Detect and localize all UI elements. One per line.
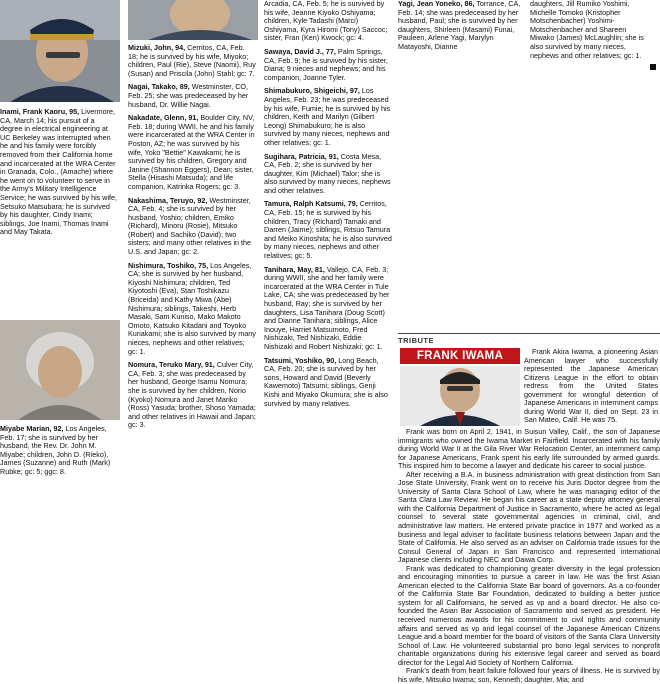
obituary-entry bbox=[128, 83, 256, 109]
column-5 bbox=[530, 0, 650, 65]
tribute-name-banner: FRANK IWAMA bbox=[400, 348, 520, 364]
obituary-text: Palm Springs, CA, Feb. 9; he is survived by his sister, Diana; 9 nieces and nephews; and his companion, Joanne Tyler. bbox=[264, 46, 388, 82]
obituary-text: Cerritos, CA, Feb. 15; he is survived by his children, Tracy (Richard) Tamaki and Darren (Jaime); siblings, Ritsuo Tamura and Meiko Kinoshita; he is also survived by many nieces, nephews and other relatives; gc: 5. bbox=[264, 199, 392, 261]
obituary-text: Westminster, CA, Feb. 4; she is survived by her husband, Yoshio; children, Emiko (Richard), Minoru (Rosie), Mitsuko (Robert) and Sachiko (David); two sisters; and many other relatives in the U.S. and Japan; gc: 2. bbox=[128, 195, 252, 257]
column-4 bbox=[398, 0, 524, 57]
obituary-text: Los Angeles, Feb. 17; she is survived by her husband, the Rev. Dr. John M. Miyabe; children, John D. (Rieko), James (Suzanne) and Ruth (Mark) Rubke; gc: 5; ggc: 8. bbox=[0, 424, 111, 476]
obituary-name: Sugihara, Patricia, 91, bbox=[264, 151, 339, 161]
obituary-text: Cerritos, CA, Feb. 18; he is survived by his wife, Miyoko; children, Paul (Rie), Steve (Naomi), Ruy (Susan) and Priscila (John) Stahl; gc: 7. bbox=[128, 43, 256, 78]
obituary-name: Inami, Frank Kaoru, 95, bbox=[0, 107, 80, 116]
obituary-entry bbox=[264, 153, 392, 196]
obituary-text: Vallejo, CA, Feb. 3; during WWII, she and her family were incarcerated at the WRA Center in Tule Lake, CA; she was predeceased by her husband, Ray; she is survived by her daughters, Lisa Tanihara (Doug Scott) and Dianne Tanihara; siblings, Alice Inouye, Harriet Matsumoto, Fred Nishizaki, Ted Nishizaki, Eddie Nishizaki and Robert Nishizaki; gc: 1. bbox=[264, 264, 390, 351]
obituary-name: Nomura, Teruko Mary, 91, bbox=[128, 360, 215, 370]
obituary-name: Sawaya, David J., 77, bbox=[264, 46, 336, 56]
obituary-name: Miyabe Marian, 92, bbox=[0, 424, 64, 433]
obituary-text: Culver City, CA, Feb. 3; she was predeceased by her husband, George Isamu Nomura; she is survived by her children, Norio (Kyoko) Nomura and Janet Mariko (Ross) Yasuda; brother, Shoso Yamada; and other relatives in Hawaii and Japan; gc: 3. bbox=[128, 360, 256, 430]
obituary-entry bbox=[264, 266, 392, 352]
portrait-photo-frank-iwama bbox=[400, 366, 520, 426]
obituary-name: Tamura, Ralph Katsumi, 79, bbox=[264, 199, 358, 209]
obituary-name: Nagai, Takako, 89, bbox=[128, 82, 190, 92]
obituary-entry bbox=[0, 425, 118, 477]
obituary-text: Long Beach, CA, Feb. 20; she is survived by her sons, Howard and David (Beverly Kawemoto) Tatsumi; siblings, Genji Kishi and Miyako Okumura; she is also survived by many relatives. bbox=[264, 355, 388, 408]
column-3 bbox=[264, 0, 392, 413]
obituary-entry bbox=[0, 108, 118, 237]
obituary-name: Mizuki, John, 94, bbox=[128, 43, 186, 52]
obituary-text: Livermore, CA, March 14; his pursuit of a degree in electrical engineering at UC Berkeley was interrupted when he and his family were forcibly removed from their California home and incarcerated at the WRA Center in Granada, Colo., (Amache) where he went on to volunteer to serve in the Army's Military Intelligence Service; he was survived by his wife, Setsuko Matsubara; he is survived by his daughter, Cindy Inami; siblings, Joe Inami, Thomas Inami and May Takata. bbox=[0, 107, 118, 237]
obituary-entry bbox=[128, 44, 256, 78]
tribute-paragraph-intro: Frank Akira Iwama, a pioneering Asian American lawyer who successfully represented the Japanese American Citizens League in the effort to obtain redress from the United States government for wrongful detention of Japanese Americans in internment camps during World War II, died on Sept. 23 in San Mateo, Calif. He was 75. bbox=[524, 347, 658, 425]
obituary-entry bbox=[264, 200, 392, 260]
portrait-photo-inami bbox=[0, 0, 120, 102]
obituary-entry bbox=[128, 197, 256, 257]
column-1 bbox=[0, 108, 118, 242]
tribute-intro bbox=[524, 348, 658, 425]
obituary-name: Tatsumi, Yoshiko, 90, bbox=[264, 355, 337, 365]
obituary-entry bbox=[128, 361, 256, 430]
obituary-text: Costa Mesa, CA, Feb. 2; she is survived by her daughter, Kim (Michael) Talor; she is also survived by many nieces, nephews and other relatives. bbox=[264, 151, 391, 195]
obituary-text: Torrance, CA, Feb. 14; she was predeceased by her husband, Paul; she is survived by her daughters, Shirleen (Masami) Funai, Pauleen, Arlene Yagi, Marylyn Matayoshi, Dianne bbox=[398, 0, 521, 51]
tribute-paragraph: Frank was dedicated to championing greater diversity in the legal profession and encouraging minorities to pursue a career in law. He was the first Asian American elected to the California State Bar board of governors. As a co-founder of the California State Bar Foundation, dedicated to building a better justice system for all Californians, he served as vp and a board director. He also co-founded the Asian Bar Association of Sacramento and served as president. He received numerous awards for his commitment to civil rights and community affairs and served as vp and legal counsel of the Japanese American Citizens League and a board member for the board of visitors of the Santa Clara University School of Law. He volunteered substantial pro bono legal services to nonprofit charitable organizations during his extensive legal career and served as board director for the Legal Aid Society of Northern California. bbox=[398, 563, 660, 667]
obituary-entry bbox=[264, 87, 392, 147]
obituary-entry bbox=[264, 48, 392, 82]
obituary-name: Yagi, Jean Yoneko, 86, bbox=[398, 0, 475, 8]
obituary-name: Nakadate, Glenn, 91, bbox=[128, 113, 199, 123]
portrait-photo-miyabe bbox=[0, 320, 120, 420]
tribute-section-label: TRIBUTE bbox=[398, 336, 434, 345]
tribute-body bbox=[398, 428, 660, 684]
obituary-text: Los Angeles, CA; she is survived by her husband, Kiyoshi Nishimura; children, Ted Kiyotoshi (Eva), Stan Toshikazu (Briceida) and Kathy Miwa (Abe) Nishimura; siblings, Takeshi, Herb Masaki, Sam Kuniso, Mako Makoto Omoto, Katsuko Kitadani and Toyoko Kuriakami; she is also survived by many nieces, nephews and other relatives; gc: 1. bbox=[128, 260, 256, 356]
obituary-text: Los Angeles, Feb. 23; he was predeceased by his wife, Fumie; he is survived by his children, Keith and Marilyn (Gilbert Leong) Shimabukuro; he is also survived by many nieces, nephews and other relatives; gc: 1. bbox=[264, 86, 391, 147]
tribute-paragraph: Frank's death from heart failure followed four years of illness. He is survived by his wife, Mitsuko Iwama; son, Kenneth; daughter, Mia; and bbox=[398, 666, 660, 684]
obituary-name: Tanihara, May, 81, bbox=[264, 264, 325, 274]
obituary-continuation: Arcadia, CA, Feb. 5; he is survived by his wife, Jeanne Kiyoko Oshiyama; children, Kyle Tadashi (Marci) Oshiyama, Kyra Hiromi (Tony) Saccoc; sister, Fran (Ken) Kwock; gc: 4. bbox=[264, 0, 388, 43]
tribute-paragraph: After receiving a B.A. in business administration with great distinction from San Jose State University, Frank went on to receive his Juris Doctor degree from the University of Santa Clara School of Law, where he was managing editor of the Santa Clara Law Review. He began his career as a state deputy attorney general with the California Department of Justice in Sacramento, where he acted as legal counsel to several state governmental agencies in criminal, civil, and administrative law matters. He entered private practice in 1977 and worked as a business and legal adviser to facilitate business relations between Japan and the State of California. He also served as an adviser on California trade issues for the Consul General of Japan in San Francisco and represented international Japanese clients including NEC and Daiwa Corp. bbox=[398, 469, 660, 565]
obituary-entry bbox=[128, 262, 256, 357]
obituary-entry bbox=[264, 357, 392, 409]
column-2 bbox=[128, 44, 256, 435]
end-of-section-mark bbox=[650, 64, 656, 70]
obituary-continuation: daughters, Jill Rumiko Yoshimi, Michelle Tomoko (Kristopher Motschenbacher) Yoshimi-Motschenbacher and Shareen Miwako (James) McLaughlin; she is also survived by many nieces, nephews and other relatives; gc: 1. bbox=[530, 0, 644, 60]
obituary-name: Nishimura, Toshiko, 75, bbox=[128, 260, 209, 270]
obituary-entry bbox=[128, 114, 256, 191]
portrait-photo-top-col2 bbox=[128, 0, 258, 40]
obituary-text: Westminster, CO, Feb. 25; she was predeceased by her husband, Dr. Willie Nagai. bbox=[128, 82, 249, 109]
obituary-text: Boulder City, NV, Feb. 18; during WWII, he and his family were incarcerated at the WRA Center in Poston, AZ; he was survived by his wife, Yoko "Bettie" Kawakami; he is survived by his children, Gregory and Janine (Shannon Eggers), Dean; sister, Stella (Hisashi Matsuda); and life companion, Katrinka Rogers; gc: 3. bbox=[128, 113, 255, 191]
obituary-entry bbox=[398, 0, 524, 52]
column-1-lower bbox=[0, 425, 118, 482]
tribute-paragraph: Frank was born on April 2, 1941, in Suisun Valley, Calif., the son of Japanese immigrants who owned the Iwama Market in Fairfield. Incarcerated with his family during World War II at the Gila River War Relocation Center, an internment camp for Japanese Americans, Frank spent his early life surrounded by armed guards. This inspired him to become a lawyer and dedicate his career to social justice. bbox=[398, 427, 660, 471]
obituary-name: Shimabukuro, Shigeichi, 97, bbox=[264, 86, 360, 96]
obituary-name: Nakashima, Teruyo, 92, bbox=[128, 195, 208, 205]
tribute-section-header bbox=[398, 333, 660, 348]
